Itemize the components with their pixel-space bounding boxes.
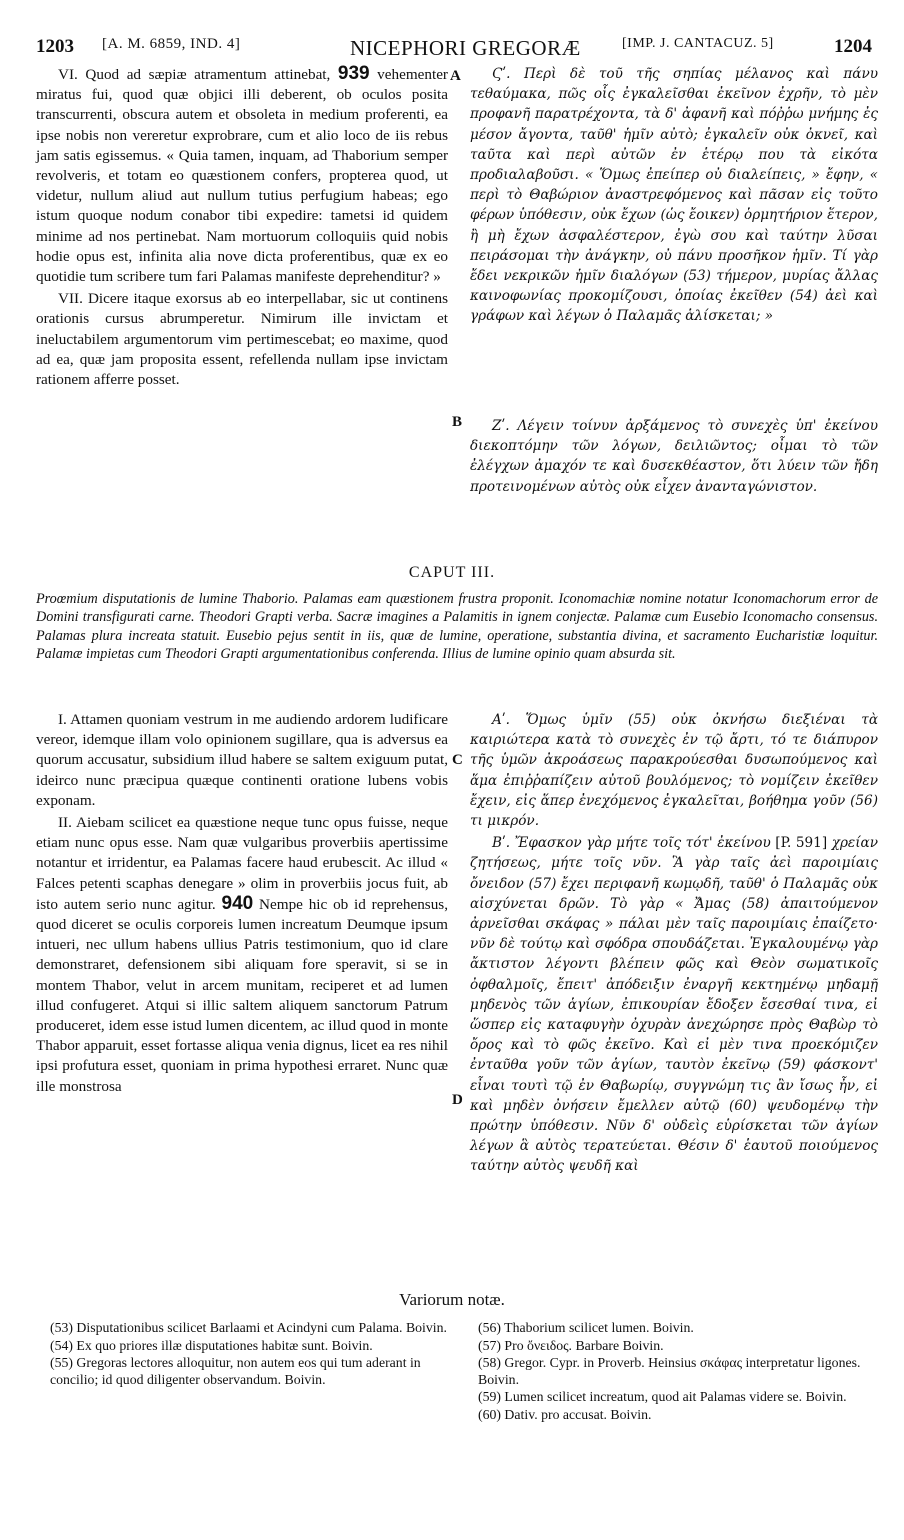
latin-paragraph-2-start: II. Aiebam scilicet ea quæstione neque tunc opus fuisse, neque etiam nunc opus esse. Nam quæ vulgaribus proverbiis apertissime notantur et irridentur, ea Palamas facere haud erubescit. Ac illud « Falces petenti scaphas denegare » olim in proverbiis jocus fuit, ab isto autem serio nunc agitur. (36, 814, 448, 913)
latin-paragraph-6 (36, 64, 448, 287)
latin-paragraph-2 (36, 813, 448, 1097)
latin-column-bottom (36, 710, 448, 1097)
footnote-57: (57) Pro ὄνειδος. Barbare Boivin. (478, 1337, 664, 1353)
notes-right-column (478, 1320, 878, 1425)
column-number-939: 939 (337, 63, 370, 84)
greek-paragraph-7: Ζʹ. Λέγειν τοίνυν ἀρξάμενος τὸ συνεχὲς ὑπ' ἐκείνου διεκοπτόμην τῶν λόγων, δειλιῶντος; οἶμαι τὸ τῶν ἐλέγχων ἀμαχόν τε καὶ δυσεκθέαστον, ὅτι λύειν τῶν ἤδη προτεινομένων αὐτὸς οὐκ εἶχεν ἀνανταγώνιστον. (470, 418, 878, 495)
footnote-58: (58) Gregor. Cypr. in Proverb. Heinsius σκάφας interpretatur ligones. Boivin. (478, 1355, 861, 1387)
latin-column-top (36, 64, 448, 390)
page-number-left: 1203 (36, 36, 74, 57)
footnote-54: (54) Ex quo priores illæ disputationes habitæ sunt. Boivin. (50, 1337, 373, 1353)
header-left-label: [A. M. 6859, IND. 4] (102, 36, 241, 52)
latin-paragraph-6-rest: vehementer miratus fui, quod quæ objici illi deberent, ob oculos posita transcurrenti, obscura autem et obsoleta in medium proferenti, ea ipse nobis non vereretur exprobrare, cum et alio loco de iis rebus jam satis egissemus. « Quia tamen, inquam, ad Thaborium semper revolveris, et totam eo quæstionem confers, propterea quod, ut videtur, nullum aliud aut nullum tutius perfugium habeas; ego istum quoque nodum conabor tibi expedire: tametsi id quidem minime ad nos pertinebat. Nam mortuorum colloquiis quid nobis hodie opus est, infinita alia nove dicta proferentibus, quæ ex eo quotidie tum scribere tum fari Palamas manifeste deprehenditur? » (36, 66, 448, 286)
greek-paragraph-6: Ϛʹ. Περὶ δὲ τοῦ τῆς σηπίας μέλανος καὶ πάνυ τεθαύμακα, πῶς οἷς ἐγκαλεῖσθαι ἐκεῖνον ἐχρῆν, τὸ μὲν προφανῆ παρατρέχοντα, τὰ δ' ἀφανῆ καὶ πόῤῥω μνήμης ἐς μέσον ἄγοντα, ταῦθ' ἡμῖν αὐτὸ; ἐγκαλεῖν οὐκ ὀκνεῖ, καὶ ταῦτα καὶ περὶ αὐτῶν ἐν ἑτέρῳ που τὰ εἰκότα προδιαλαβοῦσι. « Ὅμως ἐπείπερ οὐ διαλείπεις, » ἔφην, « περὶ τὸ Θαβώριον ἀναστρεφόμενος καὶ πᾶσαν εἰς τοῦτο φέρων ὑπόθεσιν, οὐκ ἔχων (ὡς ἔοικεν) ὁρμητήριον ἕτερον, ἢ μὴ ἔχων ἀσφαλέστερον, ἐγὼ σου καὶ ταύτην λῦσαι πειράσομαι τὴν ἀνάγκην, οὐ πάνυ προσῆκον ἡμῖν. Τί γὰρ ἔδει νεκρικῶν ἡμῖν διαλόγων (53) τήμερον, μυρίας ἄλλας καινοφωνίας προκομίζουσι, ὁποίας ἐκεῖθεν (54) ἀεὶ καὶ γράφων καὶ λέγων ὁ Παλαμᾶς ἁλίσκεται; » (470, 66, 878, 325)
page-number-right: 1204 (834, 36, 872, 57)
header-right-label: [IMP. J. CANTACUZ. 5] (622, 36, 774, 51)
footnote-53: (53) Disputationibus scilicet Barlaami et Acindyni cum Palama. Boivin. (50, 1320, 447, 1335)
footnote-55: (55) Gregoras lectores alloquitur, non autem eos qui tum aderant in concilio; id quod diligenter observandum. Boivin. (50, 1355, 421, 1387)
chapter-summary: Proœmium disputationis de lumine Thaborio. Palamas eam quæstionem frustra proponit. Iconomachiæ nomine notatur Iconomachorum error de Domini transfigurati carne. Theodori Grapti verba. Sacræ imagines a Palamitis in ignem conjectæ. Palamæ cum Eusebio Iconomacho consensus. Palamas plura increata statuit. Eusebio pejus sentit in iis, quæ de lumine, operatione, substantia divina, et sacramento Eucharistiæ loquitur. Palamæ impietas cum Theodori Grapti argumentationibus conferenda. Illius de lumine opinio quam absurda sit. (36, 591, 878, 663)
greek-paragraph-2-rest: χρείαν ζητήσεως, μήτε τοῖς νῦν. Ἃ γὰρ ταῖς ἀεὶ παροιμίαις ὄνειδον (57) ἔχει περιφανῆ κωμῳδῆ, ταῦθ' ὁ Παλαμᾶς οὐκ αἰσχύνεται δρῶν. Τὸ γὰρ « Ἄμας (58) ἀπαιτούμενον ἀρνεῖσθαι σκάφας » πάλαι μὲν ταῖς παροιμίαις ἐπαίζετο· νῦν δὲ τούτῳ καὶ σφόδρα σπουδάζεται. Ἐγκαλουμένῳ γὰρ ἄκτιστον λέγοντι βλέπειν φῶς καὶ Θεὸν σωματικοῖς ὀφθαλμοῖς, ἔπειτ' ἀπόδειξιν ἐναργῆ κεκτημένῳ μηδαμῇ μηδενὸς τῶν ἁγίων, ἐπικουρίαν ἔδοξεν ἔσεσθαί τινα, εἰ ὥσπερ εἰς καταφυγὴν ὀχυρὰν ἀνεχώρησε πρὸς Θαβὼρ τὸ ὄρος καὶ τὸ φῶς ἐκεῖνο. Καὶ εἰ μὲν τινα προεκόμιζεν ἐνταῦθα γοῦν τῶν ἁγίων, ταυτὸν ἐκεῖνῳ (59) φάσκοντ' εἶναι τουτὶ τῷ ἐν Θαβωρίῳ, συγγνώμη τις ἂν ἴσως ἦν, εἰ καὶ μηδὲν ὀνήσειν ἔμελλεν αὐτῷ (60) ψευδομένῳ τὴν πρώτην ὑπόθεσιν. Νῦν δ' οὐδεὶς εὑρίσκεται τῶν ἁγίων λέγων ἃ αὐτὸς τερατεύεται. Θέσιν δ' ἑαυτοῦ ποιούμενος ταύτην αὐτὸς ψευδῆ καὶ (470, 835, 879, 1175)
latin-paragraph-2-rest: Nempe hic ob id reprehensus, quod diceret se oculis corporeis lumen increatum Deumque ipsum intueri, nec ullum habens ullius Patris testimonium, quo id clare demonstraret, defensionem sibi aliquam fore speravit, si se in montem Thabor, velut in arcem munitam, reciperet et ad lumen illud confugeret. Atqui si illic saltem aliquem sanctorum Patrum produceret, idem esse istud lumen dicentem, ac illud quod in monte Thabor apparuit, esset fortasse aliqua venia dignus, licet ea res nihil ipsi profutura esset, quoniam in prima hypothesi erraret. Nunc quæ ille monstrosa (36, 895, 449, 1095)
chapter-heading: CAPUT III. (408, 564, 496, 581)
greek-paragraph-2-start: Βʹ. Ἔφασκον γὰρ μήτε τοῖς τότ' ἐκείνου (492, 835, 771, 852)
page-header (32, 30, 876, 64)
greek-column-top (470, 64, 878, 327)
greek-column-bottom (470, 710, 878, 1177)
margin-letter-a: A (450, 68, 461, 84)
latin-paragraph-7: VII. Dicere itaque exorsus ab eo interpellabar, sic ut continens orationis cursus abrumperetur. Nimirum ille invictam et ineluctabilem argumentorum vim pertimescebat; eo maxime, quod ad ea, quæ jam proposita essent, refellenda nullam ipse invictam rationem afferre posset. (36, 290, 448, 389)
greek-paragraph-1: Αʹ. Ὅμως ὑμῖν (55) οὐκ ὀκνήσω διεξιέναι τὰ καιριώτερα κατὰ τὸ συνεχὲς ἐν τῷ ἄρτι, τό τε διάπυρον τῆς ὑμῶν ἀκροάσεως παρακρούεσθαι δυσωπούμενος καὶ ἅμα ἐπιῤῥαπίζειν αὐτοῦ βουλόμενος; τὸ νομίζειν ἐκεῖθεν ἔχειν, εἰς ἅπερ ἐνεχόμενος ἐγκαλεῖται, βοήθημα γοῦν (56) τι μικρόν. (470, 712, 878, 830)
notes-left-column (50, 1320, 450, 1389)
footnote-56: (56) Thaborium scilicet lumen. Boivin. (478, 1320, 694, 1335)
column-number-940: 940 (221, 892, 254, 914)
greek-column-top-2 (470, 416, 878, 497)
page-reference: [P. 591] (770, 835, 832, 852)
footnote-60: (60) Dativ. pro accusat. Boivin. (478, 1406, 652, 1422)
margin-letter-d: D (452, 1092, 463, 1108)
notes-heading: Variorum notæ. (399, 1290, 505, 1309)
margin-letter-c: C (452, 752, 463, 768)
margin-letter-b: B (452, 414, 463, 430)
footnote-59: (59) Lumen scilicet increatum, quod ait Palamas videre se. Boivin. (478, 1389, 847, 1405)
greek-paragraph-2 (470, 833, 878, 1176)
running-title: NICEPHORI GREGORÆ (350, 36, 581, 60)
latin-paragraph-1: I. Attamen quoniam vestrum in me audiendo ardorem ludificare vereor, idemque illam volo opinionem sugillare, qua is adversus ea quorum accusatur, subsidium illud habere se saltem exiguum putat, ideirco nunc præcipua quæque continenti oratione lubens vobis exponam. (36, 711, 448, 809)
latin-paragraph-6-start: VI. Quod ad sæpiæ atramentum attinebat, (58, 66, 331, 83)
